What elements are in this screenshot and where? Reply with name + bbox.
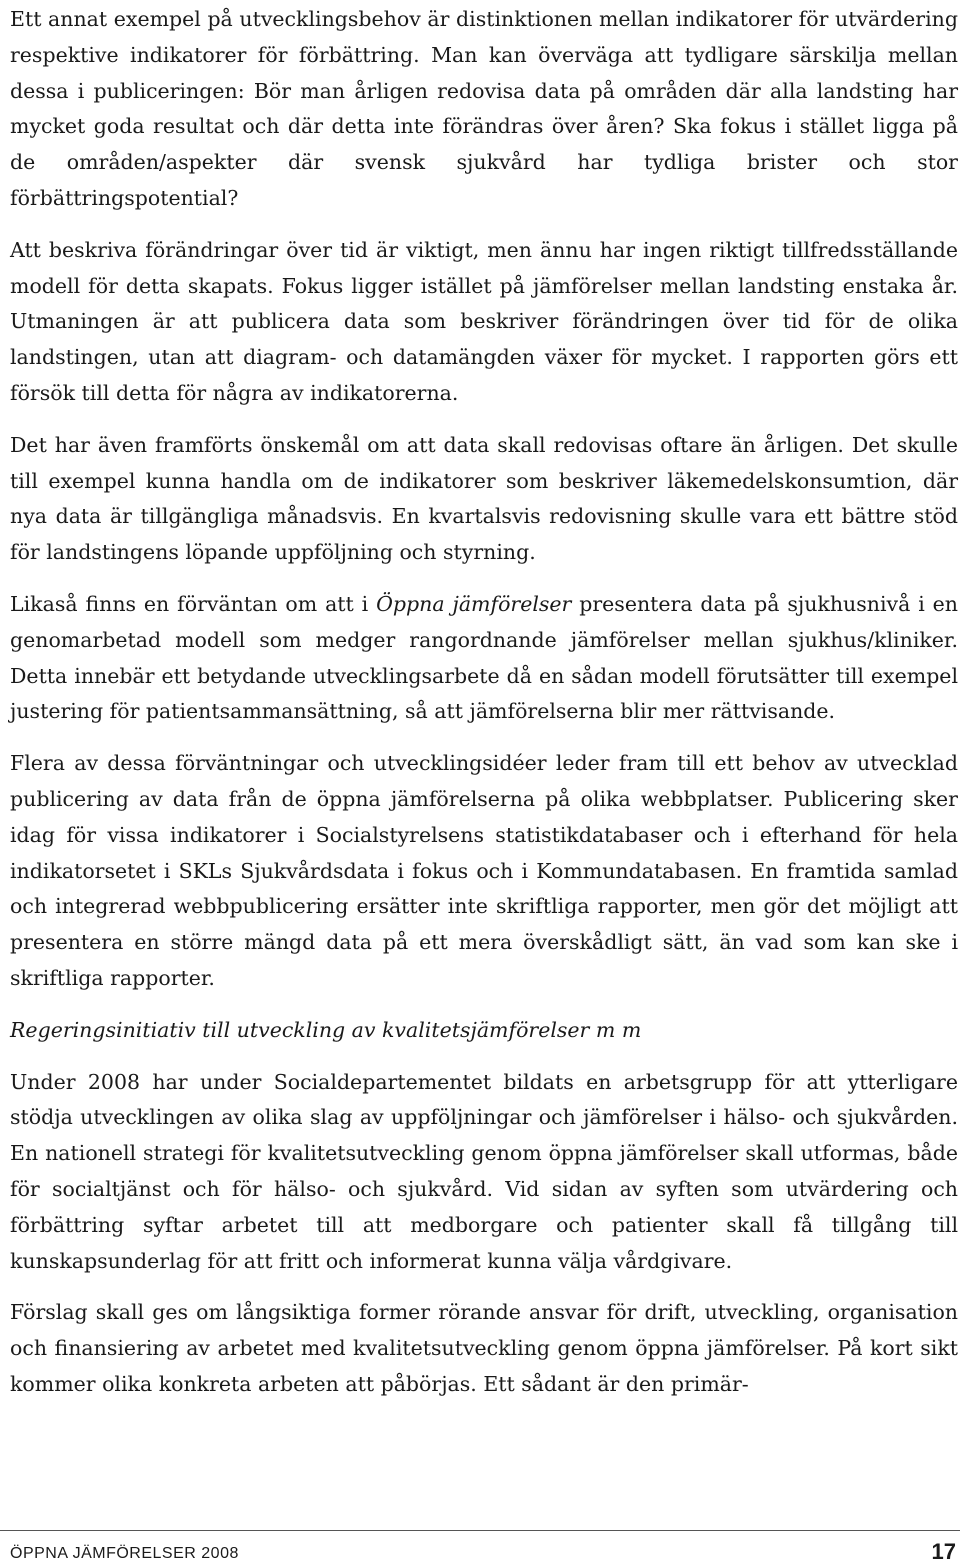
paragraph-2: Att beskriva förändringar över tid är viktigt, men ännu har ingen riktigt tillfredsställande modell för detta skapats. Fokus ligger istället på jämförelser mellan landsting enstaka år. Utmaningen är att publicera data som beskriver förändringen över tid för de olika landstingen, utan att diagram- och datamängden växer för mycket. I rapporten görs ett försök till detta för några av indikatorerna. (10, 237, 958, 405)
page-number: 17 (931, 1539, 956, 1564)
footer-title: ÖPPNA JÄMFÖRELSER 2008 (10, 1545, 239, 1562)
paragraph-6: Under 2008 har under Socialdepartementet bildats en arbetsgrupp för att ytterligare stödja utvecklingen av olika slag av uppföljningar och jämförelser i hälso- och sjukvården. En nationell strategi för kvalitetsutveckling genom öppna jämförelser skall utformas, både för socialtjänst och för hälso- och sjukvård. Vid sidan av syften som utvärdering och förbättring syftar arbetet till att medborgare och patienter skall få tillgång till kunskapsunderlag för att fritt och informerat kunna välja vårdgivare. (10, 1069, 958, 1273)
paragraph-4-after: presentera data på sjukhusnivå i en genomarbetad modell som medger rangordnande jämförelser mellan sjukhus/kliniker. Detta innebär ett betydande utvecklingsarbete då en sådan modell förutsätter till exempel justering för patientsammansättning, så att jämförelserna blir mer rättvisande. (10, 591, 958, 724)
body-text (10, 2, 958, 1419)
paragraph-3: Det har även framförts önskemål om att data skall redovisas oftare än årligen. Det skulle till exempel kunna handla om de indikatorer som beskriver läkemedelskonsumtion, där nya data är tillgängliga månadsvis. En kvartalsvis redovisning skulle vara ett bättre stöd för landstingens löpande uppföljning och styrning. (10, 432, 958, 565)
paragraph-4-emphasis: Öppna jämförelser (376, 591, 572, 616)
paragraph-7: Förslag skall ges om långsiktiga former rörande ansvar för drift, utveckling, organisation och finansiering av arbetet med kvalitetsutveckling genom öppna jämförelser. På kort sikt kommer olika konkreta arbeten att påbörjas. Ett sådant är den primär- (10, 1300, 958, 1396)
paragraph-1: Ett annat exempel på utvecklingsbehov är distinktionen mellan indikatorer för utvärdering respektive indikatorer för förbättring. Man kan överväga att tydligare särskilja mellan dessa i publiceringen: Bör man årligen redovisa data på områden där alla landsting har mycket goda resultat och där detta inte förändras över åren? Ska fokus i stället ligga på de områden/aspekter där svensk sjukvård har tydliga brister och stor förbättringspotential? (10, 7, 958, 210)
footer-divider (0, 1530, 960, 1531)
paragraph-4-before: Likaså finns en förväntan om att i (10, 591, 377, 616)
paragraph-5: Flera av dessa förväntningar och utvecklingsidéer leder fram till ett behov av utvecklad publicering av data från de öppna jämförelserna på olika webbplatser. Publicering sker idag för vissa indikatorer i Socialstyrelsens statistikdatabaser och i efterhand för hela indikatorsetet i SKLs Sjukvårdsdata i fokus och i Kommundatabasen. En framtida samlad och integrerad webbpublicering ersätter inte skriftliga rapporter, men gör det möjligt att presentera en större mängd data på ett mera överskådligt sätt, än vad som kan ske i skriftliga rapporter. (10, 751, 958, 990)
paragraph-4 (10, 587, 958, 730)
section-heading: Regeringsinitiativ till utveckling av kvalitetsjämförelser m m (10, 1017, 642, 1042)
